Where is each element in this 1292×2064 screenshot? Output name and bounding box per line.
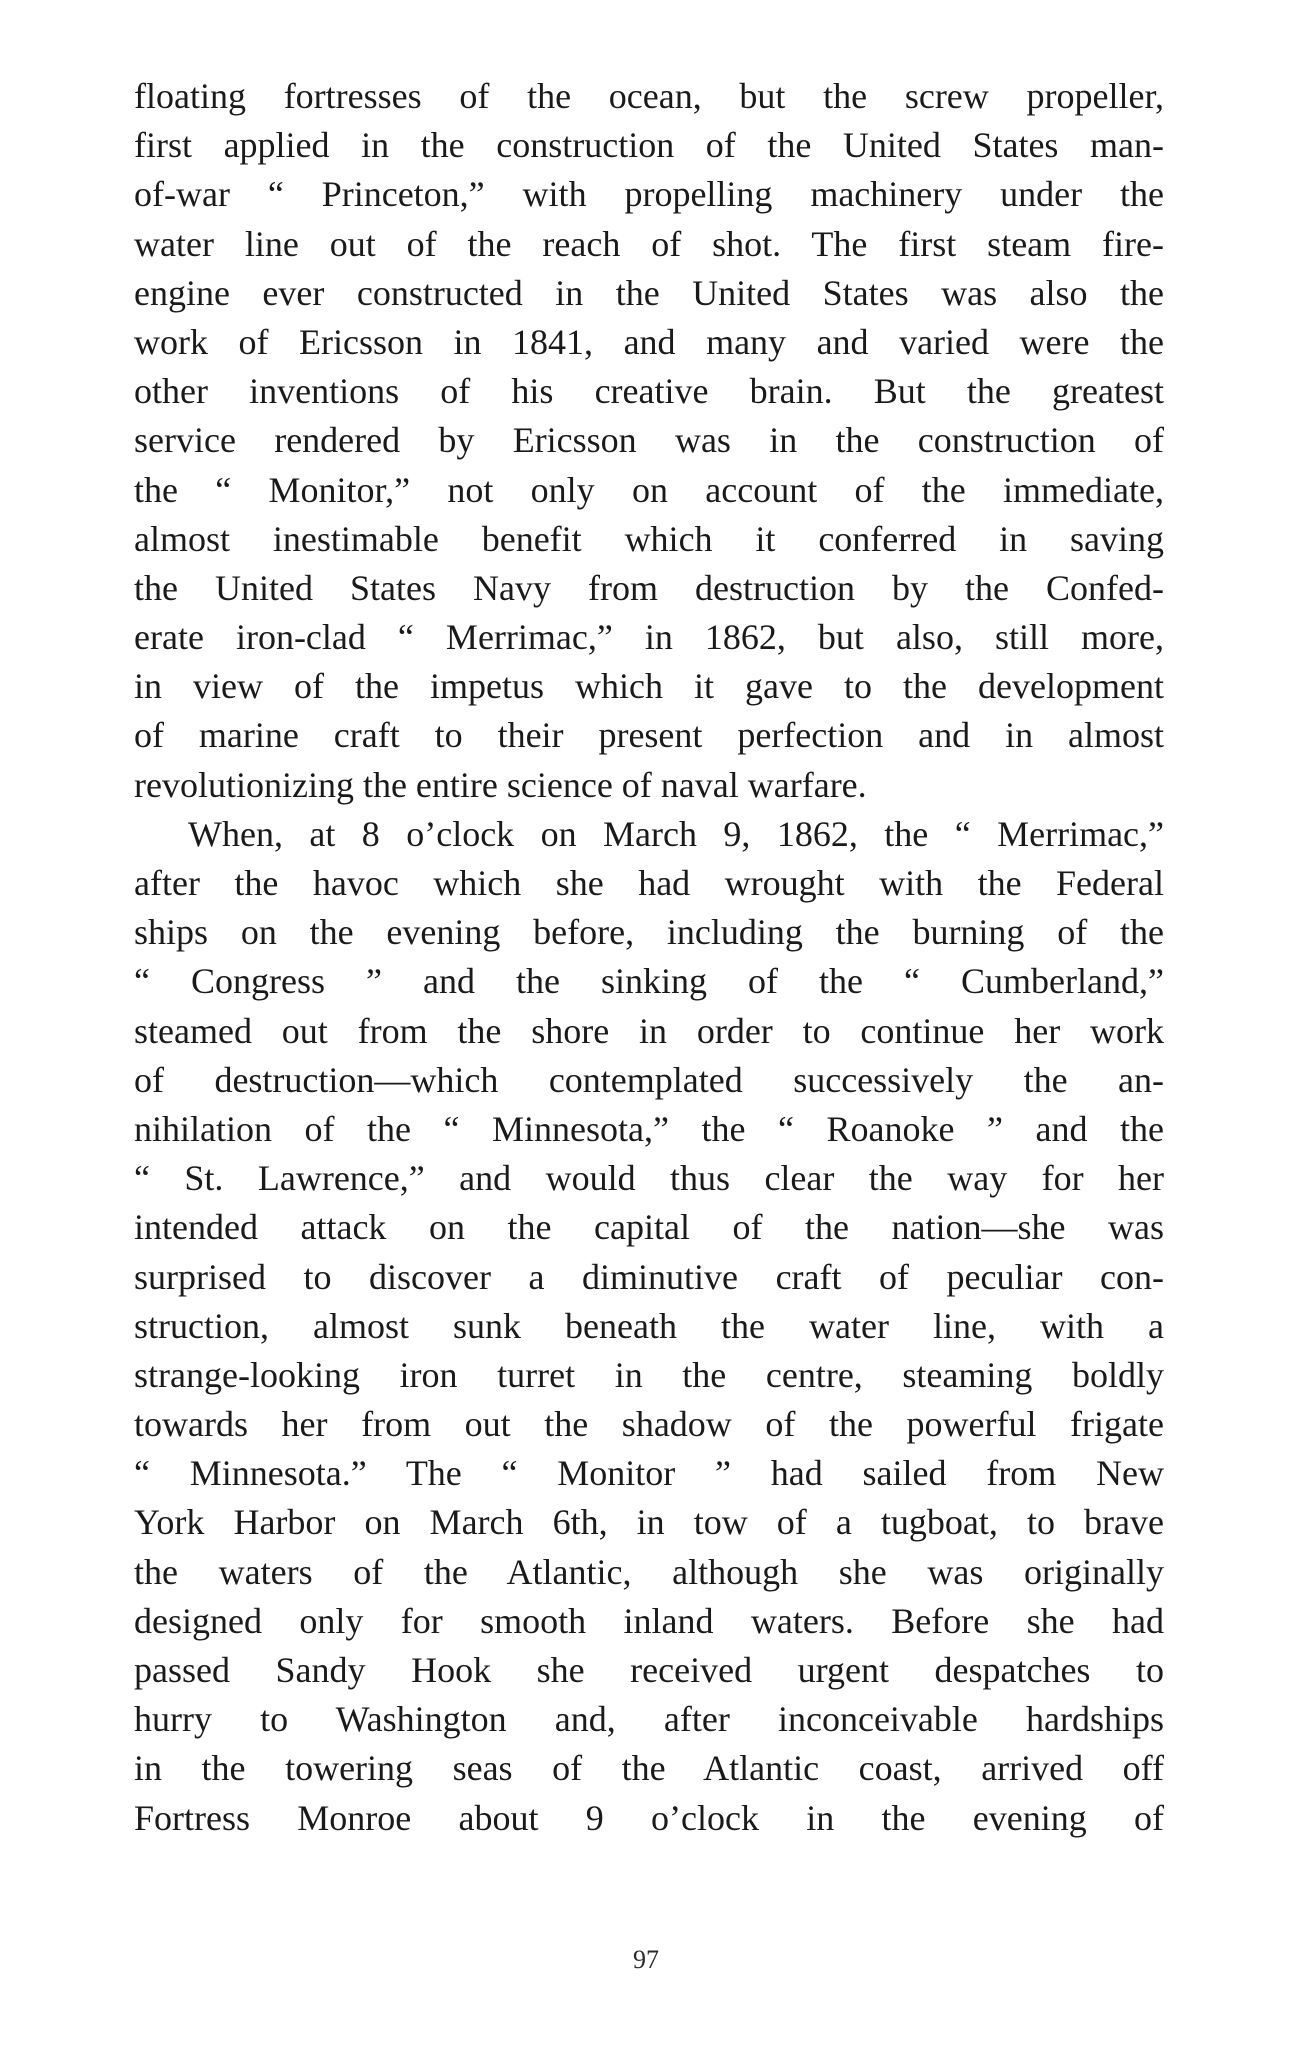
text-line: designed only for smooth inland waters. Before she had (134, 1600, 1164, 1641)
text-line: “ St. Lawrence,” and would thus clear the way for her (134, 1158, 1164, 1199)
text-line: hurry to Washington and, after inconceivable hardships (134, 1699, 1164, 1740)
text-line: of-war “ Princeton,” with propelling machinery under the (134, 174, 1164, 215)
text-line: passed Sandy Hook she received urgent despatches to (134, 1650, 1164, 1690)
text-line: ships on the evening before, including the burning of the (134, 912, 1164, 953)
text-line: first applied in the construction of the United States man- (134, 125, 1164, 166)
text-line: strange-looking iron turret in the centre, steaming boldly (134, 1354, 1164, 1395)
text-line: in the towering seas of the Atlantic coast, arrived off (134, 1748, 1164, 1789)
text-line: service rendered by Ericsson was in the construction of (134, 420, 1164, 461)
text-line: almost inestimable benefit which it conferred in saving (134, 518, 1164, 559)
text-line: “ Congress ” and the sinking of the “ Cumberland,” (134, 961, 1164, 1002)
text-line: Fortress Monroe about 9 o’clock in the evening of (134, 1797, 1164, 1838)
text-line: the “ Monitor,” not only on account of the immediate, (134, 469, 1164, 510)
text-line: surprised to discover a diminutive craft of peculiar con- (134, 1256, 1164, 1297)
text-line: of marine craft to their present perfection and in almost (134, 715, 1164, 756)
text-line: “ Minnesota.” The “ Monitor ” had sailed from New (134, 1453, 1164, 1494)
text-line: of destruction—which contemplated successively the an- (134, 1059, 1164, 1100)
text-line: the waters of the Atlantic, although she was originally (134, 1551, 1164, 1592)
text-line: revolutionizing the entire science of naval warfare. (134, 764, 867, 805)
body-text (134, 72, 1164, 1843)
text-line: York Harbor on March 6th, in tow of a tugboat, to brave (134, 1502, 1164, 1543)
text-line: the United States Navy from destruction by the Confed- (134, 567, 1164, 608)
text-line: intended attack on the capital of the nation—she was (134, 1207, 1164, 1248)
text-line: work of Ericsson in 1841, and many and varied were the (134, 321, 1164, 362)
text-line: after the havoc which she had wrought with the Federal (134, 863, 1164, 903)
text-line: water line out of the reach of shot. The first steam fire- (134, 223, 1164, 264)
text-line: When, at 8 o’clock on March 9, 1862, the “ Merrimac,” (188, 813, 1164, 854)
text-line: nihilation of the “ Minnesota,” the “ Roanoke ” and the (134, 1108, 1164, 1149)
text-line: towards her from out the shadow of the powerful frigate (134, 1404, 1164, 1445)
page-number: 97 (633, 1945, 659, 1974)
text-line: floating fortresses of the ocean, but the screw propeller, (134, 76, 1164, 116)
text-line: in view of the impetus which it gave to the development (134, 666, 1164, 707)
text-line: struction, almost sunk beneath the water line, with a (134, 1305, 1164, 1346)
text-line: erate iron-clad “ Merrimac,” in 1862, but also, still more, (134, 617, 1164, 658)
text-line: other inventions of his creative brain. But the greatest (134, 371, 1164, 412)
paragraph-1 (134, 72, 1164, 810)
text-line: steamed out from the shore in order to continue her work (134, 1010, 1164, 1051)
paragraph-2 (134, 810, 1164, 1843)
text-line: engine ever constructed in the United States was also the (134, 272, 1164, 313)
